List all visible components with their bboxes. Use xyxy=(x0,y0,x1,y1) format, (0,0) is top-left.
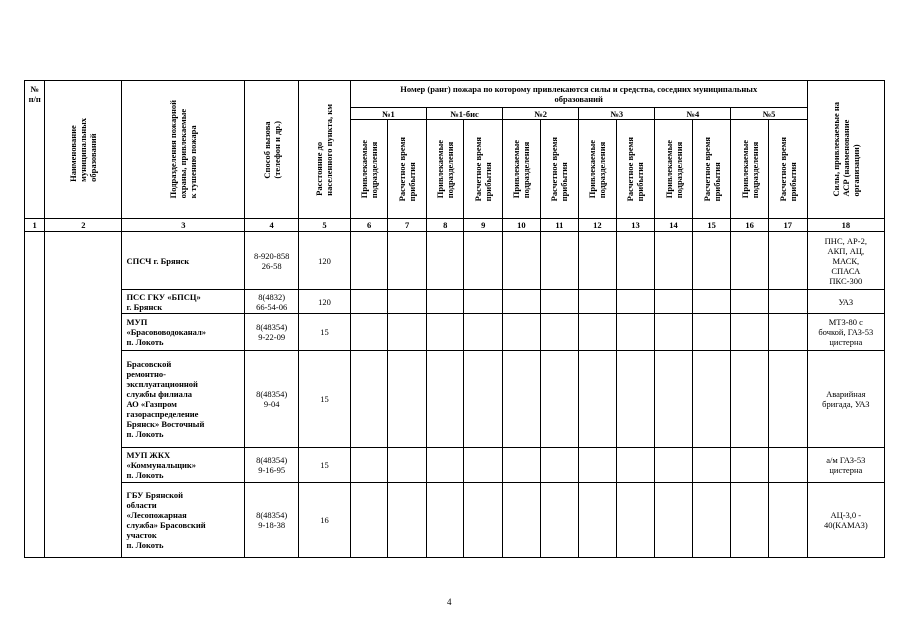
column-number: 1 xyxy=(25,219,45,232)
row-number-cell xyxy=(25,232,45,558)
page-number: 4 xyxy=(447,597,452,607)
column-number: 15 xyxy=(692,219,731,232)
asr-forces: ПНС, АР-2, АКП, АЦ, МАСК, СПАСА ПКС-300 xyxy=(807,232,884,290)
table-row xyxy=(25,483,885,558)
column-number-row xyxy=(25,219,885,232)
phone: 8(48354) 9-04 xyxy=(245,351,299,448)
rank-2-time-header: Расчетное время прибытия xyxy=(540,120,579,219)
rank-5: №5 xyxy=(731,108,807,120)
column-number: 17 xyxy=(768,219,807,232)
phone: 8(4832) 66-54-06 xyxy=(245,290,299,314)
phone: 8(48354) 9-22-09 xyxy=(245,314,299,351)
rank-1-bis-time-header: Расчетное время прибытия xyxy=(464,120,503,219)
rank-4: №4 xyxy=(655,108,731,120)
column-number: 18 xyxy=(807,219,884,232)
column-number: 11 xyxy=(540,219,579,232)
column-number: 16 xyxy=(731,219,769,232)
header-call-method: Способ вызова (телефон и др.) xyxy=(245,81,299,219)
header-row-number: № п/п xyxy=(25,81,45,219)
column-number: 13 xyxy=(616,219,655,232)
column-number: 8 xyxy=(426,219,464,232)
table-row xyxy=(25,314,885,351)
column-number: 5 xyxy=(299,219,351,232)
distance: 16 xyxy=(299,483,351,558)
unit-name: МУП ЖКХ «Коммунальщик» п. Локоть xyxy=(122,448,245,483)
table-row xyxy=(25,290,885,314)
asr-forces: Аварийная бригада, УАЗ xyxy=(807,351,884,448)
column-number: 7 xyxy=(388,219,427,232)
rank-1-bis: №1-бис xyxy=(426,108,502,120)
asr-forces: а/м ГАЗ-53 цистерна xyxy=(807,448,884,483)
municipality-cell xyxy=(45,232,122,558)
column-number: 2 xyxy=(45,219,122,232)
rank-3: №3 xyxy=(579,108,655,120)
distance: 120 xyxy=(299,232,351,290)
rank-2: №2 xyxy=(503,108,579,120)
distance: 15 xyxy=(299,448,351,483)
rank-1: №1 xyxy=(350,108,426,120)
phone: 8-920-858 26-58 xyxy=(245,232,299,290)
column-number: 14 xyxy=(655,219,693,232)
asr-forces: МТЗ-80 с бочкой, ГАЗ-53 цистерна xyxy=(807,314,884,351)
header-rank-title: Номер (ранг) пожара по которому привлекаются силы и средства, соседних муниципальных образований xyxy=(350,81,807,108)
rank-2-units-header: Привлекаемые подразделения xyxy=(503,120,541,219)
column-number: 3 xyxy=(122,219,245,232)
table-row xyxy=(25,351,885,448)
rank-1-time-header: Расчетное время прибытия xyxy=(388,120,427,219)
table-row xyxy=(25,232,885,290)
header-asr-forces: Силы, привлекаемые на АСР (наименование организации) xyxy=(807,81,884,219)
phone: 8(48354) 9-18-38 xyxy=(245,483,299,558)
asr-forces: АЦ-3,0 - 40(КАМАЗ) xyxy=(807,483,884,558)
rank-4-time-header: Расчетное время прибытия xyxy=(692,120,731,219)
asr-forces: УАЗ xyxy=(807,290,884,314)
distance: 15 xyxy=(299,314,351,351)
phone: 8(48354) 9-16-95 xyxy=(245,448,299,483)
distance: 120 xyxy=(299,290,351,314)
column-number: 4 xyxy=(245,219,299,232)
rank-3-units-header: Привлекаемые подразделения xyxy=(579,120,617,219)
rank-1-bis-units-header: Привлекаемые подразделения xyxy=(426,120,464,219)
column-number: 12 xyxy=(579,219,617,232)
unit-name: ПСС ГКУ «БПСЦ» г. Брянск xyxy=(122,290,245,314)
unit-name: Брасовской ремонтно- эксплуатационной службы филиала АО «Газпром газораспределение Брянск» Восточный п. Локоть xyxy=(122,351,245,448)
rank-4-units-header: Привлекаемые подразделения xyxy=(655,120,693,219)
distance: 15 xyxy=(299,351,351,448)
rank-5-units-header: Привлекаемые подразделения xyxy=(731,120,769,219)
fire-forces-table xyxy=(24,80,885,558)
rank-1-units-header: Привлекаемые подразделения xyxy=(350,120,388,219)
unit-name: СПСЧ г. Брянск xyxy=(122,232,245,290)
unit-name: МУП «Брасововодоканал» п. Локоть xyxy=(122,314,245,351)
header-fire-units: Подразделения пожарной охраны, привлекаемые к тушению пожара xyxy=(122,81,245,219)
header-municipality: Наименование муниципальных образований xyxy=(45,81,122,219)
rank-5-time-header: Расчетное время прибытия xyxy=(768,120,807,219)
rank-3-time-header: Расчетное время прибытия xyxy=(616,120,655,219)
column-number: 6 xyxy=(350,219,388,232)
column-number: 10 xyxy=(503,219,541,232)
header-distance: Расстояние до населенного пункта, км xyxy=(299,81,351,219)
unit-name: ГБУ Брянской области «Лесопожарная служба» Брасовский участок п. Локоть xyxy=(122,483,245,558)
column-number: 9 xyxy=(464,219,503,232)
table-row xyxy=(25,448,885,483)
